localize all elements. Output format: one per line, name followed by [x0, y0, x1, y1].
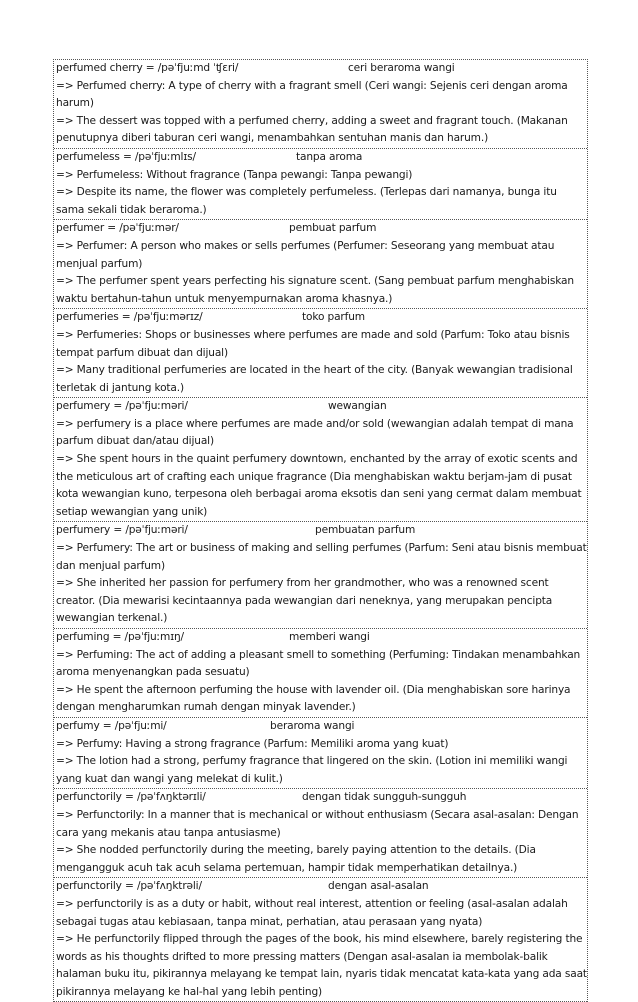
entry-header: [56, 309, 587, 327]
vocab-entry: [54, 718, 587, 789]
entry-translation: wewangian: [328, 400, 387, 413]
entry-header: [56, 629, 587, 647]
entry-translation: pembuatan parfum: [315, 524, 416, 537]
entry-header: [56, 789, 587, 807]
entry-term: perfunctorily = /pəˈfʌŋktrəli/: [56, 880, 202, 893]
entry-term: perfunctorily = /pəˈfʌŋktərɪli/: [56, 791, 206, 804]
entry-definition: => Perfumeries: Shops or businesses where perfumes are made and sold (Parfum: Toko atau bisnis tempat parfum dibuat dan dijual): [56, 328, 570, 359]
entry-term: perfumeries = /pəˈfjuːmərɪz/: [56, 311, 203, 324]
entry-example: => The dessert was topped with a perfumed cherry, adding a sweet and fragrant touch. (Makanan penutupnya diberi taburan ceri wangi, menambahkan sentuhan manis dan harum.): [56, 114, 568, 145]
entry-definition: => Perfumery: The art or business of making and selling perfumes (Parfum: Seni atau bisnis membuat dan menjual parfum): [56, 542, 587, 572]
vocab-entry: [54, 398, 587, 522]
entry-term: perfuming = /pəˈfjuːmɪŋ/: [56, 631, 184, 643]
entry-term: perfumer = /pəˈfjuːmər/: [56, 222, 179, 235]
entry-header: [56, 149, 587, 167]
entry-definition: => Perfumed cherry: A type of cherry with a fragrant smell (Ceri wangi: Sejenis ceri dengan aroma harum): [56, 79, 568, 110]
entry-example: => She spent hours in the quaint perfumery downtown, enchanted by the array of exotic scents and the meticulous art of crafting each unique fragrance (Dia menghabiskan waktu berjam-jam di pusat kota wewangian kuno, terpesona oleh berbagai aroma eksotis dan seni yang cermat dalam membuat setiap wewangian yang unik): [56, 453, 582, 518]
vocab-entry: [54, 220, 587, 309]
entry-translation: memberi wangi: [289, 631, 370, 643]
entry-term: perfumery = /pəˈfjuːməri/: [56, 524, 188, 537]
entry-term: perfumy = /pəˈfjuːmi/: [56, 719, 167, 732]
entry-header: [56, 522, 587, 540]
vocab-entry: [54, 878, 587, 1002]
vocab-entry: [54, 149, 587, 220]
entry-term: perfumeless = /pəˈfjuːmlɪs/: [56, 150, 196, 163]
entry-example: => He spent the afternoon perfuming the house with lavender oil. (Dia menghabiskan sore harinya dengan mengharumkan rumah dengan minyak lavender.): [56, 683, 571, 714]
entry-definition: => perfunctorily is as a duty or habit, without real interest, attention or feeling (asal-asalan adalah sebagai tugas atau kebiasaan, tanpa minat, perhatian, atau perasaan yang nyata): [56, 897, 568, 928]
vocab-entry: [54, 309, 587, 398]
entry-definition: => Perfumer: A person who makes or sells perfumes (Perfumer: Seseorang yang membuat atau menjual parfum): [56, 239, 555, 270]
vocab-entry: [54, 60, 587, 149]
entry-translation: tanpa aroma: [296, 150, 363, 163]
vocab-entry: [54, 789, 587, 878]
entry-example: => Many traditional perfumeries are located in the heart of the city. (Banyak wewangian tradisional terletak di jantung kota.): [56, 364, 573, 394]
entry-example: => Despite its name, the flower was completely perfumeless. (Terlepas dari namanya, bunga itu sama sekali tidak beraroma.): [56, 186, 557, 216]
entry-header: [56, 60, 587, 78]
vocab-entry: [54, 629, 587, 718]
entry-header: [56, 398, 587, 416]
entry-translation: dengan asal-asalan: [328, 880, 429, 893]
entry-translation: beraroma wangi: [270, 719, 355, 732]
entry-example: => She inherited her passion for perfumery from her grandmother, who was a renowned scent creator. (Dia mewarisi kecintaannya pada wewangian dari neneknya, yang merupakan pencipta wewangian terkenal.): [56, 577, 553, 625]
entry-definition: => Perfumy: Having a strong fragrance (Parfum: Memiliki aroma yang kuat): [56, 737, 449, 750]
entry-term: perfumery = /pəˈfjuːməri/: [56, 400, 188, 413]
entry-example: => She nodded perfunctorily during the meeting, barely paying attention to the details. (Dia mengangguk acuh tak acuh selama pertemuan, hampir tidak memperhatikan detailnya.): [56, 844, 536, 874]
entry-header: [56, 220, 587, 238]
entry-translation: dengan tidak sungguh-sungguh: [302, 791, 467, 804]
entry-translation: ceri beraroma wangi: [348, 62, 455, 74]
entry-definition: => Perfunctorily: In a manner that is mechanical or without enthusiasm (Secara asal-asalan: Dengan cara yang mekanis atau tanpa antusiasme): [56, 808, 579, 839]
vocabulary-document: [53, 59, 588, 1002]
entry-translation: toko parfum: [302, 311, 365, 324]
entry-header: [56, 718, 587, 736]
entry-definition: => Perfuming: The act of adding a pleasant smell to something (Perfuming: Tindakan menambahkan aroma menyenangkan pada sesuatu): [56, 648, 581, 679]
entry-example: => The perfumer spent years perfecting his signature scent. (Sang pembuat parfum menghabiskan waktu bertahun-tahun untuk menyempurnakan aroma khasnya.): [56, 275, 574, 305]
vocab-entry: [54, 522, 587, 629]
entry-example: => He perfunctorily flipped through the pages of the book, his mind elsewhere, barely registering the words as his thoughts drifted to more pressing matters (Dengan asal-asalan ia membolak-balik halaman buku itu, pikirannya melayang ke tempat lain, nyaris tidak mencatat kata-kata yang ada saat pikirannya melayang ke hal-hal yang lebih penting): [56, 933, 587, 998]
entry-term: perfumed cherry = /pəˈfjuːmd ˈʧɛri/: [56, 62, 239, 74]
entry-definition: => Perfumeless: Without fragrance (Tanpa pewangi: Tanpa pewangi): [56, 168, 413, 181]
entry-example: => The lotion had a strong, perfumy fragrance that lingered on the skin. (Lotion ini memiliki wangi yang kuat dan wangi yang melekat di kulit.): [56, 755, 568, 785]
entry-definition: => perfumery is a place where perfumes are made and/or sold (wewangian adalah tempat di mana parfum dibuat dan/atau dijual): [56, 417, 574, 448]
entry-header: [56, 878, 587, 896]
entry-translation: pembuat parfum: [289, 222, 377, 235]
